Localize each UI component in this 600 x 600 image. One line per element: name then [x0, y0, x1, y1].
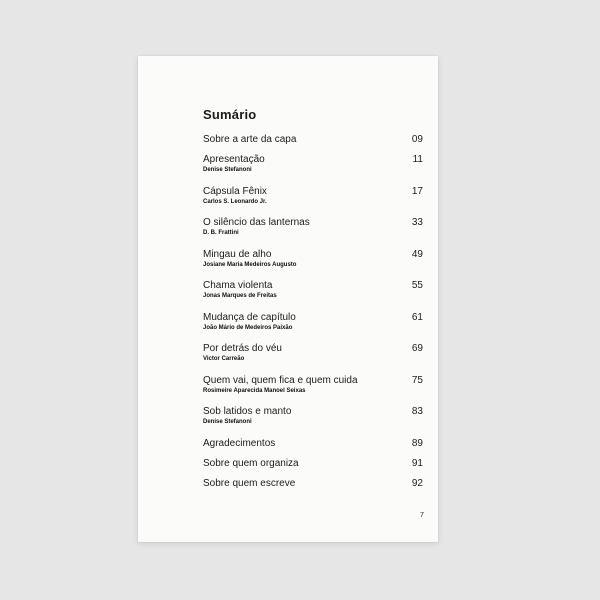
toc-entry-title: Mingau de alho — [203, 248, 272, 260]
toc-entry — [203, 406, 423, 427]
toc-entry-author: João Mário de Medeiros Paixão — [203, 324, 293, 331]
toc-entry — [203, 154, 423, 175]
toc-entry — [203, 280, 423, 301]
toc-entry-page: 09 — [411, 134, 423, 145]
toc-entry-page: 17 — [411, 185, 423, 197]
toc-entry — [203, 186, 423, 207]
toc-entry-title: Por detrás do véu — [203, 343, 282, 354]
toc-entry-title: Agradecimentos — [203, 437, 276, 449]
toc-entry-page: 92 — [411, 477, 423, 489]
page-title: Sumário — [203, 107, 257, 122]
toc-entry-title: Cápsula Fênix — [203, 185, 267, 197]
toc-entry-page: 49 — [411, 248, 423, 260]
toc-entry-title: Sobre quem organiza — [203, 457, 299, 469]
toc-entry-title: Chama violenta — [203, 280, 273, 291]
page-number: 7 — [420, 512, 424, 519]
toc-entry-title: Sobre quem escreve — [203, 477, 296, 489]
toc-entry — [203, 478, 423, 490]
toc-entry-title: Quem vai, quem fica e quem cuida — [203, 374, 358, 386]
toc-entry — [203, 134, 423, 146]
toc-entry — [203, 438, 423, 450]
toc-entry-author: Denise Stefanoni — [203, 167, 252, 173]
toc-entry-author: Denise Stefanoni — [203, 419, 252, 425]
toc-entry-page: 11 — [412, 154, 423, 165]
toc-entry-page: 83 — [411, 406, 423, 417]
toc-entry-page: 55 — [411, 280, 423, 291]
toc-entry — [203, 458, 423, 470]
toc-entry — [203, 343, 423, 364]
toc-entry-title: Sobre a arte da capa — [203, 134, 297, 145]
toc-entry-title: O silêncio das lanternas — [203, 217, 310, 228]
toc-entry-page: 89 — [411, 437, 423, 449]
toc-entry-author: Victor Carreão — [203, 356, 245, 362]
toc-entry-page: 33 — [411, 217, 423, 228]
toc-entry-author: Carlos S. Leonardo Jr. — [203, 198, 267, 205]
toc-entry — [203, 375, 423, 396]
toc-entry-title: Sob latidos e manto — [203, 406, 292, 417]
toc-entry-title: Apresentação — [203, 154, 265, 165]
toc-entry-page: 61 — [411, 311, 423, 323]
toc-entry — [203, 312, 423, 333]
toc-entry — [203, 217, 423, 238]
toc-entry-author: D. B. Frattini — [203, 230, 239, 236]
toc-entry — [203, 249, 423, 270]
toc-entry-author: Josiane Maria Medeiros Augusto — [203, 261, 297, 268]
toc-entry-page: 75 — [411, 374, 423, 386]
book-page — [138, 56, 438, 542]
toc-entry-page: 69 — [411, 343, 423, 354]
toc-entry-author: Rosimeire Aparecida Manoel Seixas — [203, 387, 306, 394]
toc-entry-page: 91 — [411, 457, 423, 469]
toc-entry-title: Mudança de capítulo — [203, 311, 296, 323]
toc-entry-author: Jonas Marques de Freitas — [203, 293, 277, 299]
